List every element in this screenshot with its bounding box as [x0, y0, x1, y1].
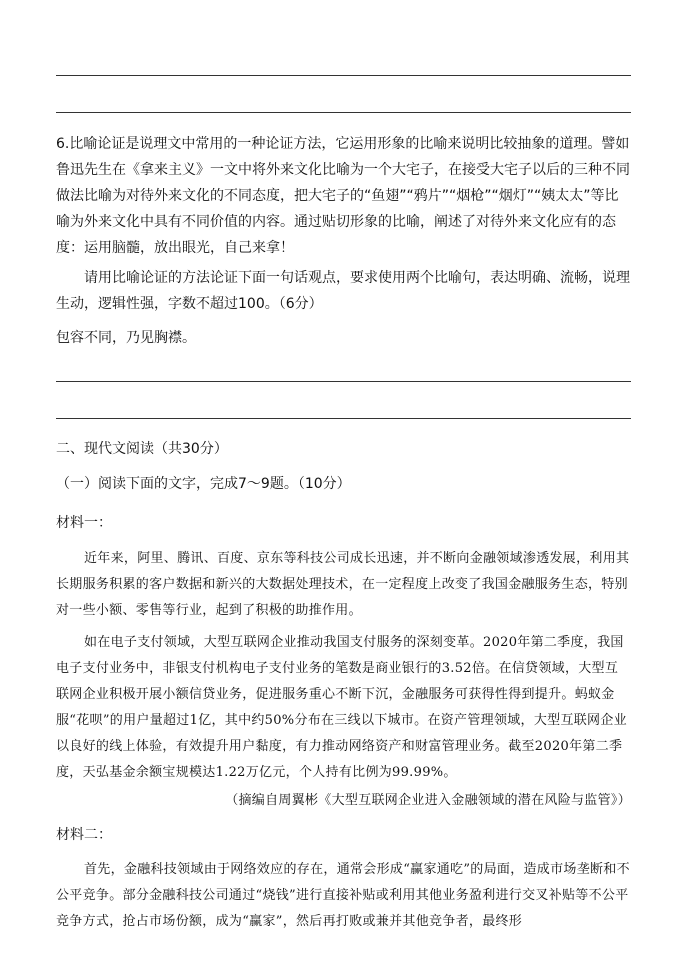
- answer-line: [56, 112, 631, 113]
- material2-paragraph-1: 首先，金融科技领域由于网络效应的存在，通常会形成“赢家通吃”的局面，造成市场垄断和不公平竞争。部分金融科技公司通过“烧钱”进行直接补贴或利用其他业务盈利进行交叉补贴等不公平竞争方式，抢占市场份额，成为“赢家”，然后再打败或兼并其他竞争者，最终形: [56, 862, 630, 929]
- material2-label: 材料二：: [56, 827, 112, 843]
- answer-line: [56, 418, 631, 419]
- material1-paragraph-1: 近年来，阿里、腾讯、百度、京东等科技公司成长迅速，并不断向金融领域渗透发展，利用其长期服务积累的客户数据和新兴的大数据处理技术，在一定程度上改变了我国金融服务生态，特别对一些小额、零售等行业，起到了积极的助推作用。: [56, 551, 630, 618]
- material1-source: （摘编自周翼彬《大型互联网企业进入金融领域的潜在风险与监管》）: [225, 793, 631, 808]
- q6-quote: 包容不同，乃见胸襟。: [56, 330, 196, 346]
- material1-label: 材料一：: [56, 515, 112, 531]
- answer-line: [56, 381, 631, 382]
- section-heading: 二、现代文阅读（共30分）: [56, 441, 228, 457]
- answer-line: [56, 75, 631, 76]
- material1-paragraph-2: 如在电子支付领域，大型互联网企业推动我国支付服务的深刻变革。2020年第二季度，我国电子支付业务中，非银支付机构电子支付业务的笔数是商业银行的3.52倍。在信贷领域，大型互联网企业积极开展小额信贷业务，促进服务重心不断下沉，金融服务可获得性得到提升。蚂蚁金服“花呗”的用户量超过1亿，其中约50%分布在三线以下城市。在资产管理领域，大型互联网企业以良好的线上体验，有效提升用户黏度，有力推动网络资产和财富管理业务。截至2020年第二季度，天弘基金余额宝规模达1.22万亿元，个人持有比例为99.99%。: [56, 635, 627, 780]
- q6-intro: 6.比喻论证是说理文中常用的一种论证方法，它运用形象的比喻来说明比较抽象的道理。譬如鲁迅先生在《拿来主义》一文中将外来文化比喻为一个大宅子，在接受大宅子以后的三种不同做法比喻为对待外来文化的不同态度，把大宅子的“鱼翅”“鸦片”“烟枪”“烟灯”“姨太太”等比喻为外来文化中具有不同价值的内容。通过贴切形象的比喻，阐述了对待外来文化应有的态度：运用脑髓，放出眼光，自己来拿！: [56, 136, 630, 256]
- section-subheading: （一）阅读下面的文字，完成7～9题。（10分）: [56, 476, 351, 492]
- q6-task: 请用比喻论证的方法论证下面一句话观点，要求使用两个比喻句，表达明确、流畅，说理生动，逻辑性强，字数不超过100。（6分）: [56, 270, 630, 312]
